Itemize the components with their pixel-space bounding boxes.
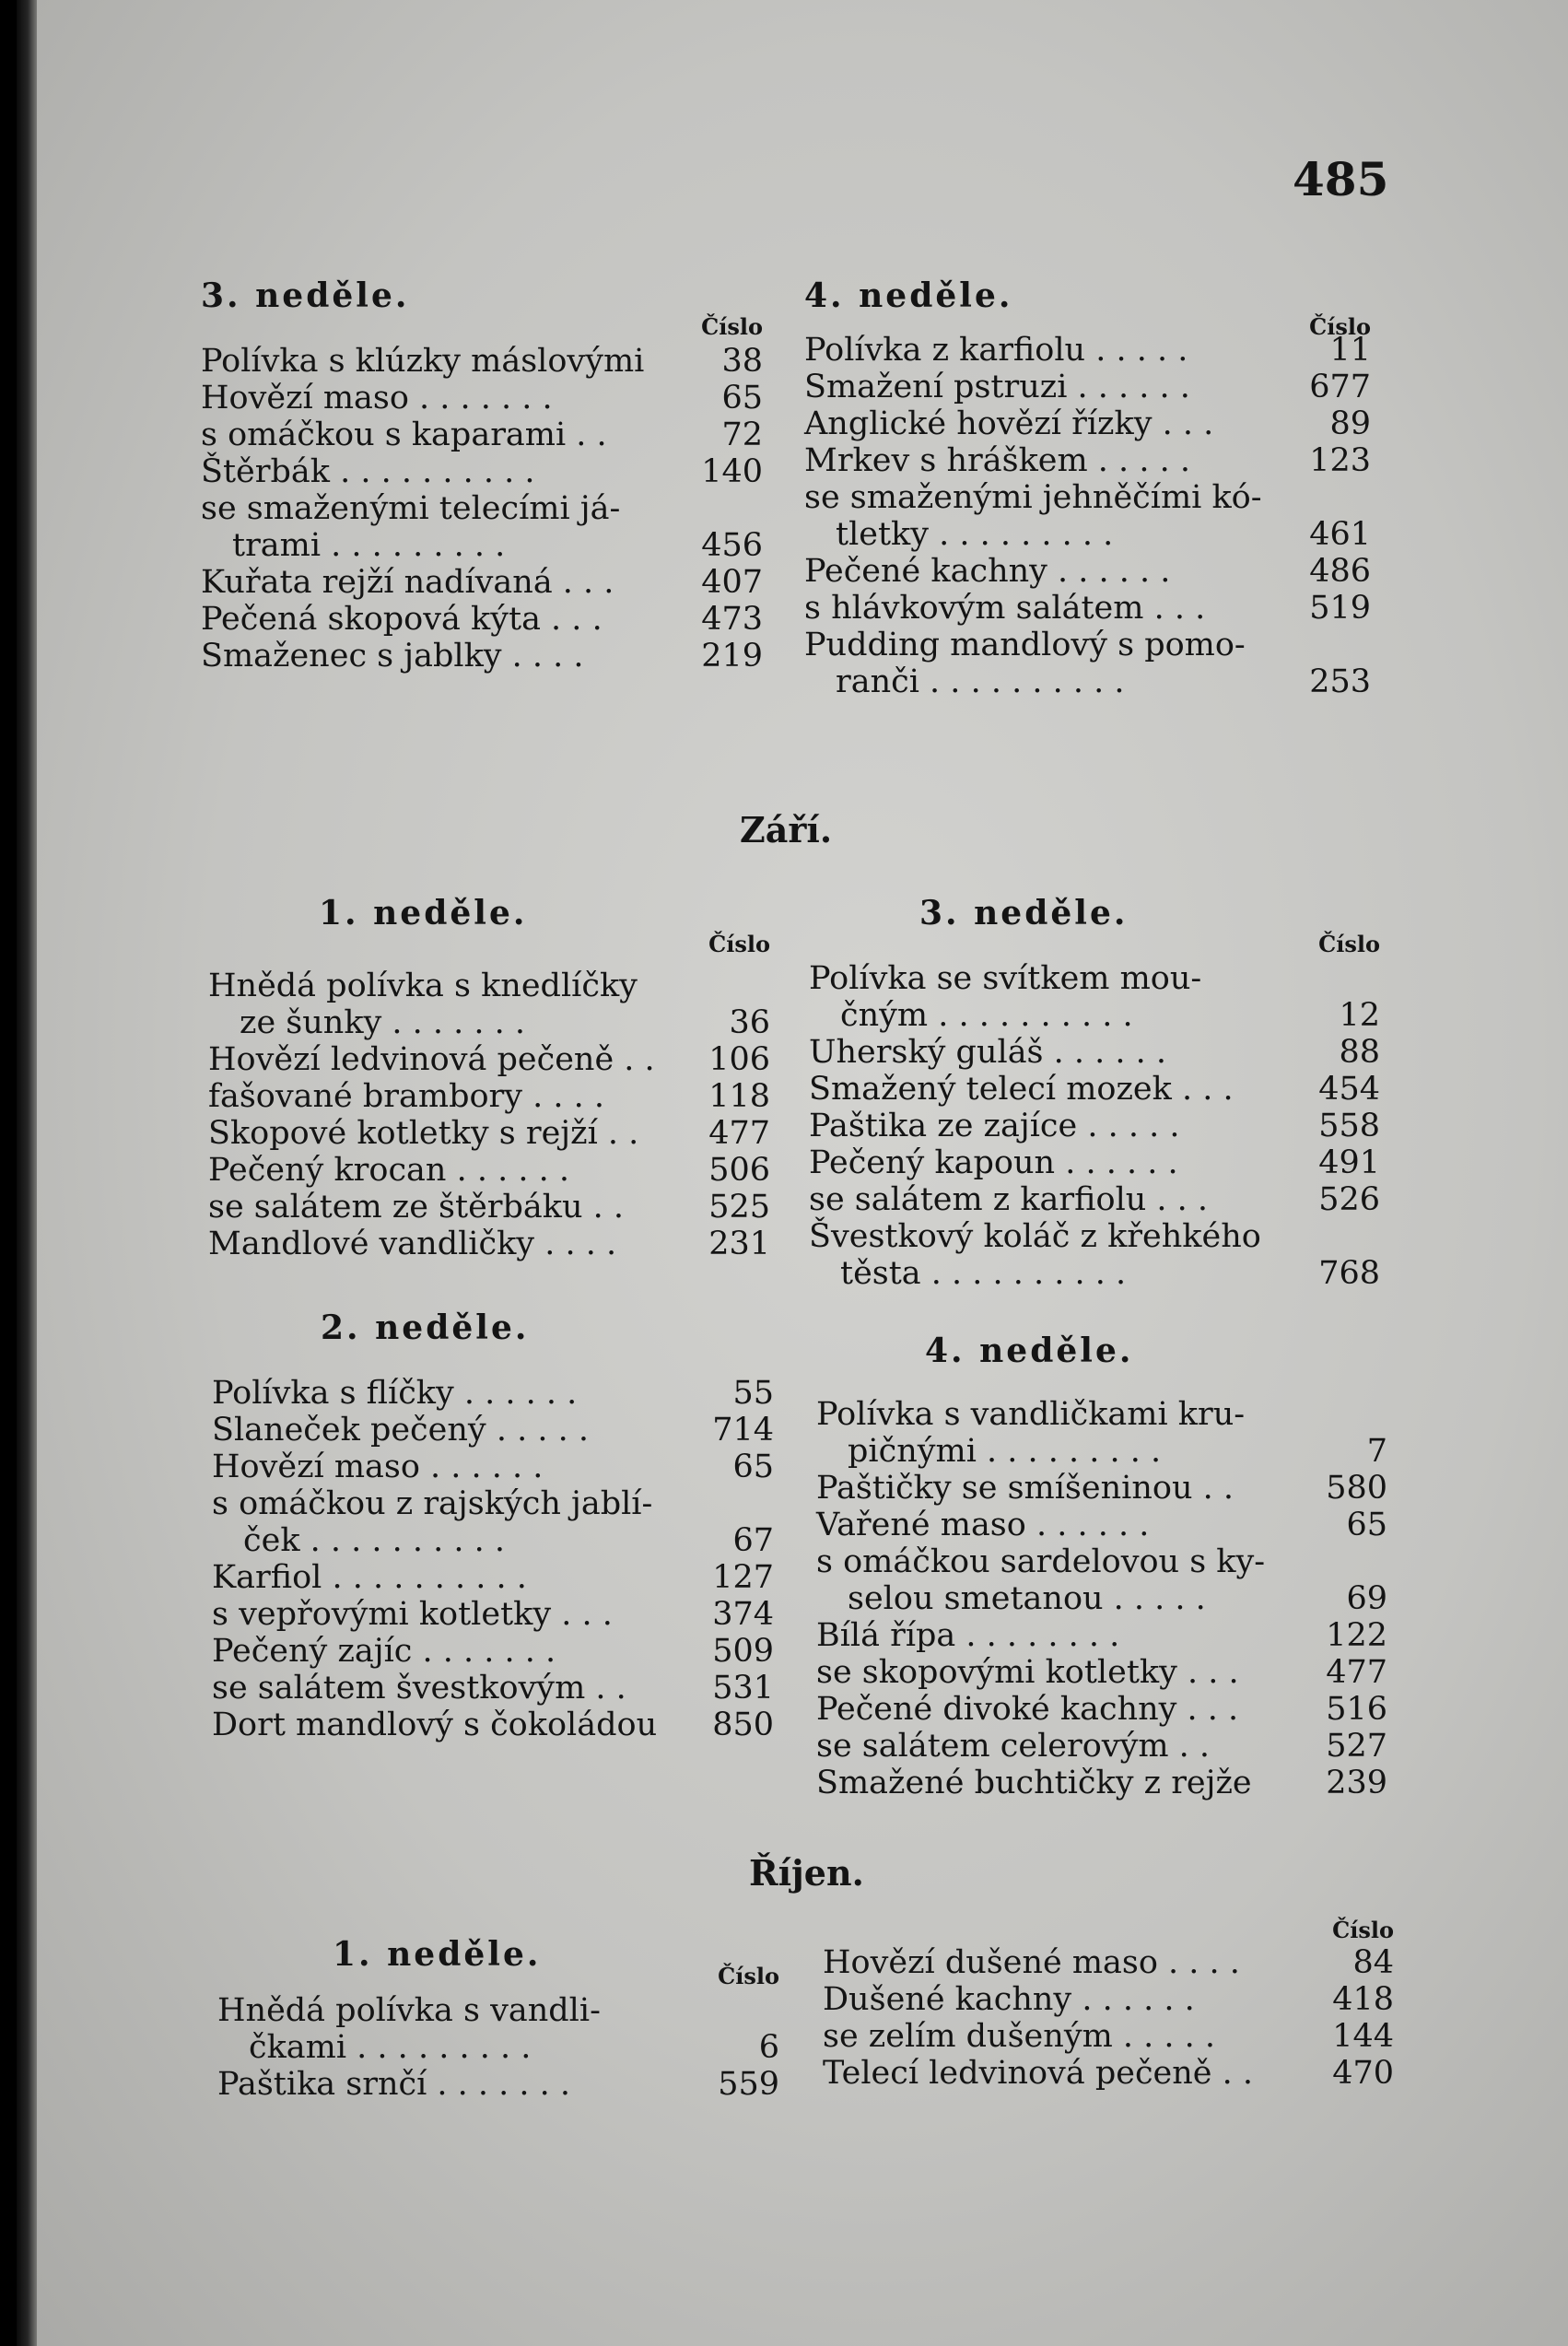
recipe-number: 531 [712, 1670, 774, 1707]
menu-row [201, 453, 763, 490]
recipe-number: 144 [1332, 2018, 1394, 2055]
recipe-number: 374 [712, 1596, 774, 1633]
dish-name: se smaženými telecími já- [201, 490, 621, 527]
dish-name: tletky . . . . . . . . . [836, 516, 1114, 553]
dish-name: Dort mandlový s čokoládou [212, 1707, 658, 1743]
menu-row [212, 1633, 774, 1670]
section-heading: 2. neděle. [321, 1308, 530, 1347]
recipe-number: 527 [1326, 1728, 1387, 1765]
recipe-number: 714 [712, 1412, 774, 1449]
dish-name: pičnými . . . . . . . . . [848, 1433, 1162, 1470]
menu-row [816, 1580, 1387, 1617]
dish-name: Pečené kachny . . . . . . [804, 553, 1171, 590]
section-sep-1 [208, 894, 770, 1262]
recipe-number: 509 [712, 1633, 774, 1670]
recipe-number: 118 [708, 1078, 770, 1115]
menu-row [804, 479, 1371, 516]
dish-name: se smaženými jehněčími kó- [804, 479, 1262, 516]
recipe-number: 67 [732, 1522, 774, 1559]
recipe-number: 38 [721, 343, 763, 380]
menu-row [809, 1108, 1380, 1144]
menu-row [804, 516, 1371, 553]
section-sep-2 [212, 1308, 774, 1751]
recipe-number: 516 [1326, 1691, 1387, 1728]
dish-name: Polívka s flíčky . . . . . . [212, 1375, 578, 1412]
menu-row [212, 1412, 774, 1449]
menu-row [201, 343, 763, 380]
recipe-number: 850 [712, 1707, 774, 1743]
menu-row [208, 1004, 770, 1041]
menu-row [823, 1981, 1394, 2018]
recipe-number: 65 [1346, 1507, 1387, 1543]
recipe-number: 456 [701, 527, 763, 564]
menu-row [823, 1944, 1394, 1981]
dish-name: Pečený zajíc . . . . . . . [212, 1633, 556, 1670]
menu-row [823, 2018, 1394, 2055]
recipe-number: 473 [701, 601, 763, 638]
book-binding-edge [17, 0, 37, 2346]
recipe-number: 470 [1332, 2055, 1394, 2092]
dish-name: se salátem celerovým . . [816, 1728, 1211, 1765]
dish-name: Hovězí ledvinová pečeně . . [208, 1041, 655, 1078]
section-aug-3 [201, 276, 763, 673]
recipe-number: 55 [732, 1375, 774, 1412]
recipe-number: 127 [712, 1559, 774, 1596]
dish-name: se zelím dušeným . . . . . [823, 2018, 1216, 2055]
menu-row [816, 1543, 1387, 1580]
dish-name: čným . . . . . . . . . . [840, 997, 1133, 1034]
menu-row [208, 1226, 770, 1262]
section-oct-1 [217, 1935, 779, 2119]
page-number: 485 [1293, 152, 1389, 206]
recipe-number: 768 [1318, 1255, 1380, 1292]
dish-name: Hnědá polívka s vandli- [217, 1992, 601, 2029]
dish-name: Polívka s klúzky máslovými [201, 343, 645, 380]
dish-name: s omáčkou z rajských jablí- [212, 1485, 653, 1522]
dish-name: Polívka z karfiolu . . . . . [804, 332, 1188, 369]
dish-name: s hlávkovým salátem . . . [804, 590, 1206, 627]
menu-row [217, 1992, 779, 2029]
menu-row [804, 553, 1371, 590]
menu-row [208, 1152, 770, 1189]
menu-row [217, 2066, 779, 2103]
menu-row [208, 968, 770, 1004]
menu-row [816, 1507, 1387, 1543]
section-heading: 4. neděle. [925, 1331, 1134, 1370]
dish-name: ček . . . . . . . . . . [243, 1522, 506, 1559]
menu-row [208, 1078, 770, 1115]
dish-name: Paštika srnčí . . . . . . . [217, 2066, 571, 2103]
dish-name: ze šunky . . . . . . . [240, 1004, 526, 1041]
dish-name: Paštika ze zajíce . . . . . [809, 1108, 1180, 1144]
recipe-number: 239 [1326, 1765, 1387, 1801]
menu-row [816, 1470, 1387, 1507]
menu-row [804, 369, 1371, 405]
recipe-number: 559 [718, 2066, 779, 2103]
recipe-number: 123 [1309, 442, 1371, 479]
dish-name: Uherský guláš . . . . . . [809, 1034, 1167, 1071]
menu-row [208, 1189, 770, 1226]
dish-name: čkami . . . . . . . . . [249, 2029, 532, 2066]
menu-row [212, 1596, 774, 1633]
menu-row [809, 1034, 1380, 1071]
cislo-column-label: Číslo [701, 313, 763, 340]
section-heading: 3. neděle. [201, 276, 410, 315]
menu-row [816, 1728, 1387, 1765]
recipe-number: 140 [701, 453, 763, 490]
recipe-number: 677 [1309, 369, 1371, 405]
recipe-number: 88 [1339, 1034, 1380, 1071]
recipe-number: 418 [1332, 1981, 1394, 2018]
dish-name: Pečený kapoun . . . . . . [809, 1144, 1178, 1181]
recipe-number: 477 [708, 1115, 770, 1152]
dish-name: Švestkový koláč z křehkého [809, 1218, 1261, 1255]
cislo-column-label: Číslo [1332, 1917, 1394, 1943]
recipe-number: 491 [1318, 1144, 1380, 1181]
menu-row [816, 1433, 1387, 1470]
dish-name: Hovězí maso . . . . . . . [201, 380, 553, 416]
menu-row [804, 590, 1371, 627]
recipe-number: 486 [1309, 553, 1371, 590]
menu-row [212, 1375, 774, 1412]
menu-row [201, 527, 763, 564]
recipe-number: 122 [1326, 1617, 1387, 1654]
dish-name: Pečený krocan . . . . . . [208, 1152, 569, 1189]
dish-name: Hnědá polívka s knedlíčky [208, 968, 638, 1004]
menu-row [201, 380, 763, 416]
month-heading-september: Září. [740, 809, 833, 850]
book-page [17, 0, 1568, 2346]
dish-name: Pečené divoké kachny . . . [816, 1691, 1239, 1728]
recipe-number: 36 [729, 1004, 770, 1041]
dish-name: Smaženec s jablky . . . . [201, 638, 584, 674]
menu-row [212, 1485, 774, 1522]
dish-name: se skopovými kotletky . . . [816, 1654, 1239, 1691]
dish-name: fašované brambory . . . . [208, 1078, 605, 1115]
recipe-number: 461 [1309, 516, 1371, 553]
section-heading: 1. neděle. [333, 1935, 542, 1974]
recipe-number: 253 [1309, 663, 1371, 700]
menu-row [212, 1522, 774, 1559]
cislo-column-label: Číslo [708, 931, 770, 957]
dish-name: se salátem ze štěrbáku . . [208, 1189, 625, 1226]
recipe-number: 558 [1318, 1108, 1380, 1144]
recipe-number: 231 [708, 1226, 770, 1262]
cislo-column-label: Číslo [718, 1963, 779, 1989]
menu-row [809, 1181, 1380, 1218]
dish-name: Pečená skopová kýta . . . [201, 601, 603, 638]
menu-row [208, 1041, 770, 1078]
dish-name: Karfiol . . . . . . . . . . [212, 1559, 527, 1596]
recipe-number: 477 [1326, 1654, 1387, 1691]
section-sep-4 [816, 1331, 1387, 1811]
dish-name: Mrkev s hráškem . . . . . [804, 442, 1190, 479]
dish-name: Smažený telecí mozek . . . [809, 1071, 1234, 1108]
menu-row [816, 1396, 1387, 1433]
menu-row [201, 416, 763, 453]
recipe-number: 525 [708, 1189, 770, 1226]
recipe-number: 69 [1346, 1580, 1387, 1617]
menu-row [809, 1255, 1380, 1292]
menu-row [212, 1707, 774, 1743]
recipe-number: 219 [701, 638, 763, 674]
section-heading: 4. neděle. [804, 276, 1013, 315]
dish-name: Polívka se svítkem mou- [809, 960, 1202, 997]
recipe-number: 89 [1329, 405, 1371, 442]
menu-row [816, 1654, 1387, 1691]
recipe-number: 580 [1326, 1470, 1387, 1507]
menu-row [809, 960, 1380, 997]
menu-row [816, 1691, 1387, 1728]
dish-name: trami . . . . . . . . . [232, 527, 506, 564]
dish-name: ranči . . . . . . . . . . [836, 663, 1125, 700]
menu-row [804, 405, 1371, 442]
recipe-number: 7 [1366, 1433, 1387, 1470]
menu-row [809, 1144, 1380, 1181]
dish-name: Slaneček pečený . . . . . [212, 1412, 589, 1449]
dish-name: Štěrbák . . . . . . . . . . [201, 453, 535, 490]
menu-row [208, 1115, 770, 1152]
dish-name: těsta . . . . . . . . . . [840, 1255, 1127, 1292]
recipe-number: 65 [732, 1449, 774, 1485]
dish-name: s omáčkou sardelovou s ky- [816, 1543, 1266, 1580]
cislo-column-label: Číslo [1309, 313, 1371, 340]
month-heading-october: Říjen. [749, 1852, 864, 1894]
menu-row [804, 627, 1371, 663]
menu-row [201, 638, 763, 674]
recipe-number: 11 [1329, 332, 1371, 369]
recipe-number: 65 [721, 380, 763, 416]
dish-name: s vepřovými kotletky . . . [212, 1596, 613, 1633]
recipe-number: 454 [1318, 1071, 1380, 1108]
menu-row [809, 997, 1380, 1034]
dish-name: Bílá řípa . . . . . . . . [816, 1617, 1120, 1654]
dish-name: Anglické hovězí řízky . . . [804, 405, 1214, 442]
dish-name: Mandlové vandličky . . . . [208, 1226, 617, 1262]
dish-name: Polívka s vandličkami kru- [816, 1396, 1246, 1433]
dish-name: s omáčkou s kaparami . . [201, 416, 607, 453]
dish-name: Paštičky se smíšeninou . . [816, 1470, 1234, 1507]
recipe-number: 12 [1339, 997, 1380, 1034]
menu-row [212, 1559, 774, 1596]
recipe-number: 84 [1352, 1944, 1394, 1981]
menu-row [201, 601, 763, 638]
menu-row [816, 1765, 1387, 1801]
dish-name: Hovězí maso . . . . . . [212, 1449, 544, 1485]
dish-name: selou smetanou . . . . . [848, 1580, 1206, 1617]
dish-name: Kuřata rejží nadívaná . . . [201, 564, 614, 601]
recipe-number: 6 [758, 2029, 779, 2066]
menu-row [804, 442, 1371, 479]
dish-name: Telecí ledvinová pečeně . . [823, 2055, 1254, 2092]
dish-name: Skopové kotletky s rejží . . [208, 1115, 639, 1152]
menu-row [212, 1670, 774, 1707]
section-heading: 1. neděle. [319, 894, 528, 933]
menu-row [201, 490, 763, 527]
dish-name: Dušené kachny . . . . . . [823, 1981, 1195, 2018]
menu-row [217, 2029, 779, 2066]
dish-name: Pudding mandlový s pomo- [804, 627, 1246, 663]
recipe-number: 106 [708, 1041, 770, 1078]
section-sep-3 [809, 894, 1380, 1299]
menu-row [804, 332, 1371, 369]
cislo-column-label: Číslo [1318, 931, 1380, 957]
dish-name: se salátem švestkovým . . [212, 1670, 626, 1707]
menu-row [804, 663, 1371, 700]
menu-row [201, 564, 763, 601]
dish-name: se salátem z karfiolu . . . [809, 1181, 1209, 1218]
recipe-number: 526 [1318, 1181, 1380, 1218]
menu-row [212, 1449, 774, 1485]
dish-name: Hovězí dušené maso . . . . [823, 1944, 1240, 1981]
recipe-number: 72 [721, 416, 763, 453]
recipe-number: 519 [1309, 590, 1371, 627]
menu-row [816, 1617, 1387, 1654]
dish-name: Smažené buchtičky z rejže [816, 1765, 1252, 1801]
dish-name: Smažení pstruzi . . . . . . [804, 369, 1190, 405]
recipe-number: 506 [708, 1152, 770, 1189]
dish-name: Vařené maso . . . . . . [816, 1507, 1150, 1543]
section-heading: 3. neděle. [919, 894, 1129, 933]
recipe-number: 407 [701, 564, 763, 601]
menu-row [809, 1071, 1380, 1108]
menu-row [809, 1218, 1380, 1255]
menu-row [823, 2055, 1394, 2092]
section-oct-2 [823, 1917, 1394, 2101]
section-aug-4 [804, 276, 1371, 710]
